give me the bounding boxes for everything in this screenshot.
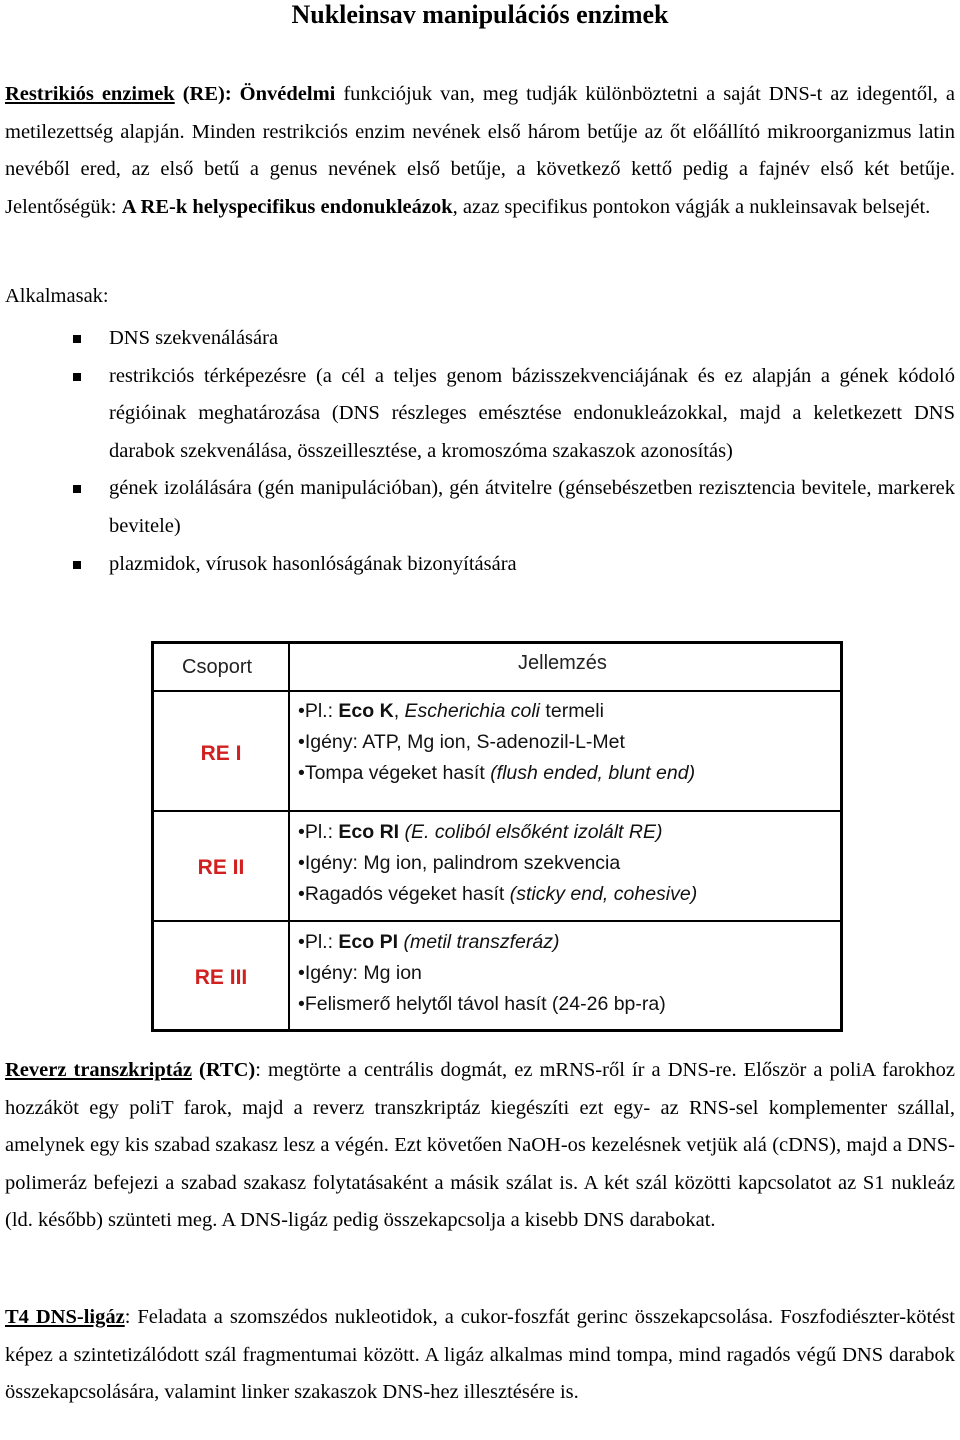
list-item-text: DNS szekvenálására <box>109 327 279 349</box>
feature-line: •Igény: Mg ion <box>298 962 422 984</box>
bullet-square-icon <box>73 373 81 381</box>
alkalmasak-label: Alkalmasak: <box>5 285 109 307</box>
list-item-text: plazmidok, vírusok hasonlóságának bizonyítására <box>109 552 517 575</box>
group-label-re1: RE I <box>200 742 242 765</box>
group-label-re2: RE II <box>197 856 245 879</box>
term-t4-ligase: T4 DNS-ligáz <box>5 1306 125 1328</box>
feature-line: •Tompa végeket hasít (flush ended, blunt end) <box>298 762 696 784</box>
list-item <box>5 358 955 471</box>
list-item <box>5 546 955 584</box>
restriction-enzyme-table <box>151 641 843 1032</box>
feature-line: •Ragadós végeket hasít (sticky end, cohesive) <box>298 883 698 905</box>
text-re-2: , azaz specifikus pontokon vágják a nukleinsavak belsejét. <box>452 195 931 218</box>
bullet-square-icon <box>73 561 81 569</box>
feature-line: •Igény: Mg ion, palindrom szekvencia <box>298 852 621 874</box>
feature-line: •Pl.: Eco PI (metil transzferáz) <box>298 931 560 953</box>
feature-line: •Felismerő helytől távol hasít (24-26 bp-ra) <box>298 993 666 1015</box>
term-restriction-enzymes: Restrikiós enzimek <box>5 83 175 105</box>
text-re-1: funkciójuk van, meg tudják különböztetni a saját DNS-t az idegentől, a metilezettség alapján. Minden restrikciós enzim nevének első három betűje az őt előállító mikroorganizmus latin nevéből ered, az első betű a genus nevének első betűje, a következő kettő pedig a fajnév első két betűje. Jelentőségük: <box>5 83 956 218</box>
table-header-group: Csoport <box>182 656 253 678</box>
text-t4: : Feladata a szomszédos nukleotidok, a cukor-foszfát gerinc összekapcsolása. Foszfodiészter-kötést képez a szintetizálódott szál fragmentumai között. A ligáz alkalmas mind tompa, mind ragadós végű DNS darabok összekapcsolására, valamint linker szakaszok DNS-hez illesztésére is. <box>5 1306 955 1404</box>
paragraph-restriction-enzymes <box>5 76 955 226</box>
table-divider-row <box>154 810 840 812</box>
paragraph-t4-ligase <box>5 1299 955 1412</box>
feature-line: •Pl.: Eco K, Escherichia coli termeli <box>298 700 604 722</box>
text-rtc: : megtörte a centrális dogmát, ez mRNS-ről ír a DNS-re. Először a poliA farokhoz hozzáköt egy poliT farok, majd a reverz transzkriptáz kiegészíti ezt egy- az RNS-sel komplementer szállal, amelynek egy kis szabad szakasz lesz a végén. Ezt követően NaOH-os kezelésnek vetjük alá (cDNS), majd a DNS-polimeráz befejezi a szabad szakasz folytatásaként a másik szálat is. A két szál közötti kapcsolatot az S1 nukleáz (ld. később) szünteti meg. A DNS-ligáz pedig összekapcsolja a kisebb DNS darabokat. <box>5 1059 955 1232</box>
table-divider-row <box>154 920 840 922</box>
group-label-re3: RE III <box>194 966 248 989</box>
abbr-rtc: (RTC) <box>199 1059 256 1081</box>
list-item-text: restrikciós térképezésre (a cél a teljes genom bázisszekvenciájának és ez alapján a gének kódoló régióinak meghatározása (DNS részleges emésztése endonukleázokkal, majd a keletkezett DNS darabok szekvenálása, összeillesztése, a kromoszóma szakaszok azonosítás) <box>109 364 955 462</box>
bullet-square-icon <box>73 485 81 493</box>
abbr-re: (RE): <box>182 83 232 105</box>
feature-line: •Igény: ATP, Mg ion, S-adenozil-L-Met <box>298 731 625 753</box>
features-cell-re1 <box>298 696 838 789</box>
bold-onvedelmi: Önvédelmi <box>239 83 336 105</box>
applications-list <box>5 320 955 583</box>
bold-helyspecifikus: A RE-k helyspecifikus endonukleázok <box>121 195 453 218</box>
features-cell-re3 <box>298 927 838 1020</box>
document-page <box>5 0 956 1404</box>
table-divider-header <box>154 690 840 692</box>
features-cell-re2 <box>298 817 838 910</box>
list-item <box>5 470 955 545</box>
feature-line: •Pl.: Eco RI (E. coliból elsőként izolált RE) <box>298 821 663 843</box>
paragraph-reverse-transcriptase <box>5 1052 955 1240</box>
bullet-square-icon <box>73 335 81 343</box>
list-item-text: gének izolálására (gén manipulációban), gén átvitelre (génsebészetben rezisztencia bevitele, markerek bevitele) <box>109 477 955 537</box>
table-divider-vertical <box>288 644 290 1029</box>
table-header-features: Jellemzés <box>518 652 607 674</box>
list-item <box>5 320 955 358</box>
page-title: Nukleinsav manipulációs enzimek <box>291 0 669 29</box>
term-reverse-transcriptase: Reverz transzkriptáz <box>5 1059 192 1081</box>
